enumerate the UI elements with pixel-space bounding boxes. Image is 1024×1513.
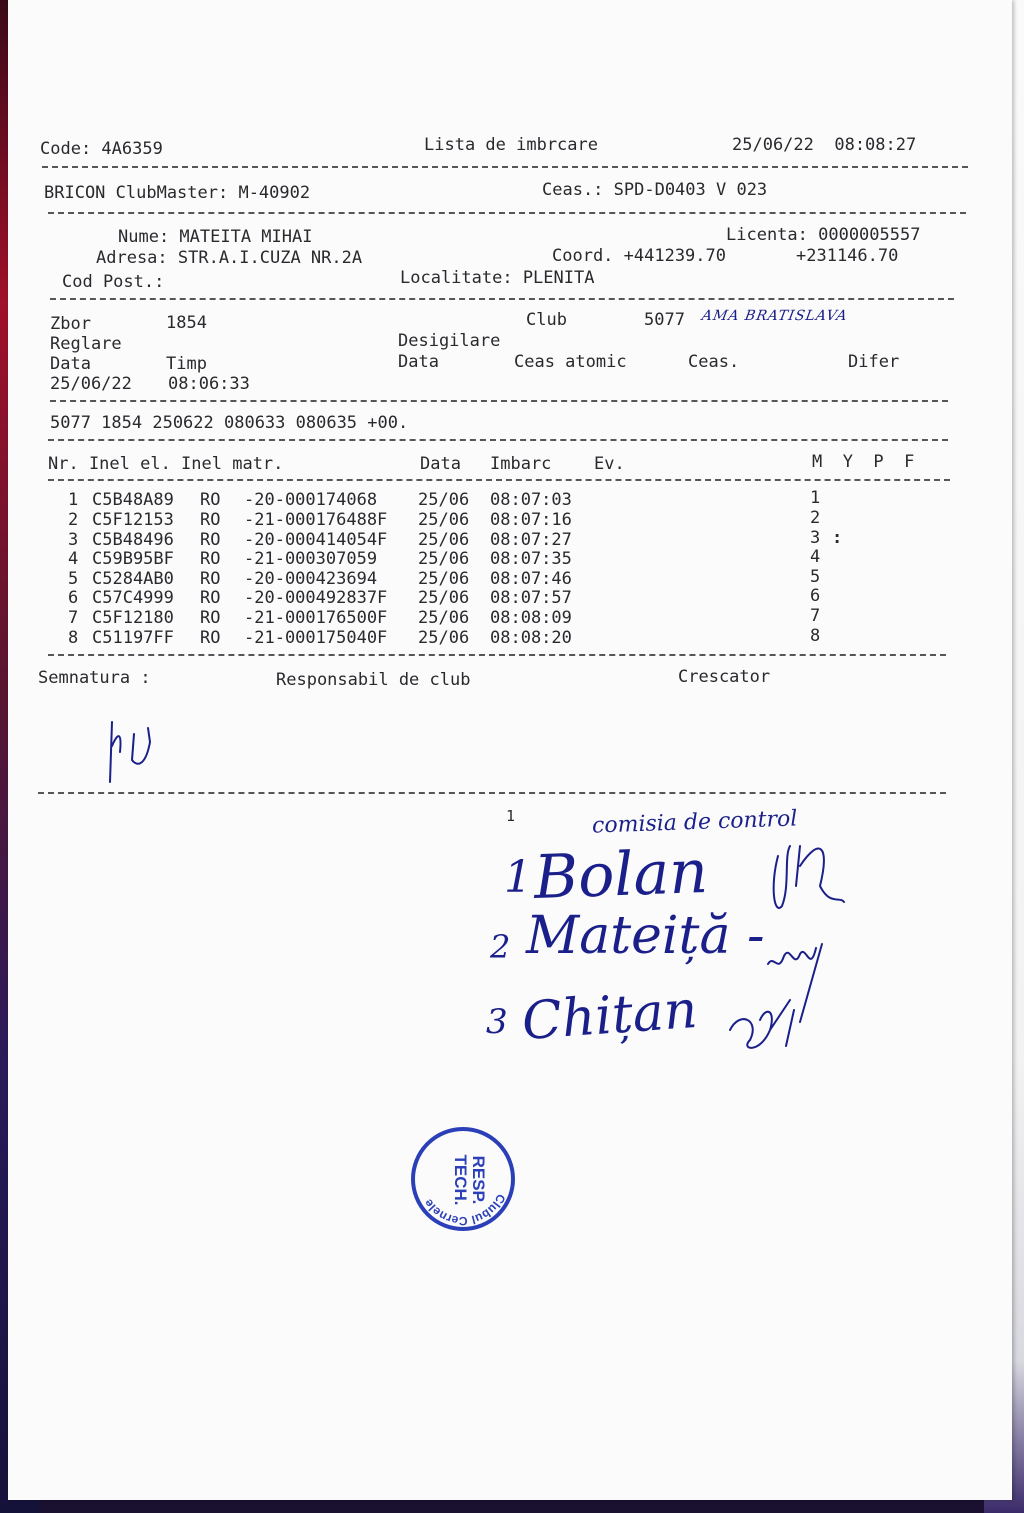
electronic-ring: C51197FF <box>92 628 174 648</box>
boarding-time: 08:07:27 <box>490 530 572 550</box>
registration-ring: -21-000307059 <box>244 549 388 569</box>
member-signature-1 <box>760 826 850 926</box>
member-number-3: 3 <box>486 1002 508 1042</box>
boarding-date: 25/06 <box>418 628 470 648</box>
difference-label: Difer <box>848 352 900 372</box>
club-handwritten-name: AMA BRATISLAVA <box>700 308 850 324</box>
member-name-1: Bolan <box>532 836 709 914</box>
row-number: 6 <box>68 588 79 608</box>
row-number: 1 <box>68 490 79 510</box>
boarding-time: 08:07:46 <box>490 569 572 589</box>
locality: Localitate: PLENITA <box>400 268 595 288</box>
divider <box>48 439 948 441</box>
ring-country: RO <box>200 588 221 608</box>
divider <box>50 400 948 402</box>
boarding-date: 25/06 <box>418 510 470 530</box>
m-position: 6 <box>810 586 821 606</box>
owner-name: Nume: MATEITA MIHAI <box>118 227 313 247</box>
clock-label: Ceas.: SPD-D0403 V 023 <box>542 180 768 200</box>
registration-ring: -20-000423694 <box>244 569 388 589</box>
setting-date: 25/06/22 <box>50 374 132 394</box>
member-name-2: Mateiță - <box>526 906 765 966</box>
row-number: 2 <box>68 510 79 530</box>
electronic-ring: C59B95BF <box>92 549 174 569</box>
boarding-date: 25/06 <box>418 549 470 569</box>
boarding-date: 25/06 <box>418 569 470 589</box>
document-title: Lista de imbrcare <box>424 135 598 155</box>
boarding-time: 08:07:57 <box>490 588 572 608</box>
flight-label: Zbor <box>50 314 91 334</box>
member-name-3: Chițan <box>520 979 700 1053</box>
member-number-1: 1 <box>504 852 532 903</box>
registration-ring: -20-000492837F <box>244 588 388 608</box>
ring-country: RO <box>200 530 221 550</box>
table-header-flags: M Y P F <box>812 452 915 472</box>
clock-col-label: Ceas. <box>688 352 740 372</box>
boarding-time: 08:08:09 <box>490 608 572 628</box>
boarding-date: 25/06 <box>418 608 470 628</box>
boarding-date: 25/06 <box>418 530 470 550</box>
owner-address: Adresa: STR.A.I.CUZA NR.2A <box>96 248 363 268</box>
electronic-ring: C57C4999 <box>92 588 174 608</box>
stamp-center-text <box>427 1145 487 1215</box>
divider <box>48 212 966 214</box>
m-position: 8 <box>810 626 821 646</box>
summary-line: 5077 1854 250622 080633 080635 +00. <box>50 413 409 433</box>
electronic-ring: C5B48A89 <box>92 490 174 510</box>
registration-ring: -20-000174068 <box>244 490 388 510</box>
divider <box>50 298 954 300</box>
member-number-2: 2 <box>490 928 511 966</box>
boarding-date: 25/06 <box>418 588 470 608</box>
license: Licenta: 0000005557 <box>726 225 921 245</box>
unsealing-date-label: Data <box>398 352 439 372</box>
breeder-label: Crescator <box>678 667 771 687</box>
boarding-time: 08:07:16 <box>490 510 572 530</box>
row-number: 3 <box>68 530 79 550</box>
boarding-time: 08:08:20 <box>490 628 572 648</box>
row-number: 8 <box>68 628 79 648</box>
m-position: 5 <box>810 567 821 587</box>
postal-code: Cod Post.: <box>62 272 165 292</box>
setting-time: 08:06:33 <box>168 374 250 394</box>
stamp-ring-text: Clubul Cernele <box>421 1191 509 1229</box>
flight-number: 1854 <box>166 313 207 333</box>
electronic-ring: C5F12153 <box>92 510 174 530</box>
ring-country: RO <box>200 549 221 569</box>
m-position: 2 <box>810 508 821 528</box>
m-position: 7 <box>810 606 821 626</box>
ring-country: RO <box>200 608 221 628</box>
commission-heading: comisia de control <box>591 806 798 839</box>
unsealing-label: Desigilare <box>398 331 501 351</box>
boarding-time: 08:07:35 <box>490 549 572 569</box>
club-number: 5077 <box>644 310 685 330</box>
electronic-ring: C5284AB0 <box>92 569 174 589</box>
document-page <box>8 0 1012 1500</box>
registration-ring: -20-000414054F <box>244 530 388 550</box>
electronic-ring: C5B48496 <box>92 530 174 550</box>
code-label: Code: 4A6359 <box>40 139 163 159</box>
signature-label: Semnatura : <box>38 668 151 688</box>
divider <box>48 654 946 656</box>
clubmaster-label: BRICON ClubMaster: M-40902 <box>44 183 311 203</box>
registration-ring: -21-000176500F <box>244 608 388 628</box>
registration-ring: -21-000175040F <box>244 628 388 648</box>
coordinates-second: +231146.70 <box>796 246 899 266</box>
ring-country: RO <box>200 569 221 589</box>
boarding-date: 25/06 <box>418 490 470 510</box>
ring-country: RO <box>200 490 221 510</box>
page-number: 1 <box>506 807 516 825</box>
table-header-boarding: Imbarc <box>490 454 552 474</box>
atomic-clock-label: Ceas atomic <box>514 352 627 372</box>
ring-country: RO <box>200 628 221 648</box>
coordinates: Coord. +441239.70 <box>552 246 726 266</box>
ring-country: RO <box>200 510 221 530</box>
member-signature-3 <box>720 990 810 1070</box>
row-number: 5 <box>68 569 79 589</box>
date-label: Data <box>50 354 91 374</box>
table-header-ev: Ev. <box>594 454 625 474</box>
boarding-time: 08:07:03 <box>490 490 572 510</box>
table-header-left: Nr. Inel el. Inel matr. <box>48 454 284 474</box>
row-mark: : <box>832 528 843 548</box>
print-datetime: 25/06/22 08:08:27 <box>732 135 917 155</box>
divider <box>38 792 946 794</box>
club-stamp <box>408 1124 518 1234</box>
row-number: 4 <box>68 549 79 569</box>
stamp-line-1: RESP. <box>469 1155 488 1205</box>
electronic-ring: C5F12180 <box>92 608 174 628</box>
m-position: 4 <box>810 547 821 567</box>
time-label: Timp <box>166 354 207 374</box>
club-label: Club <box>526 310 567 330</box>
m-position: 3 <box>810 528 821 548</box>
stamp-line-2: TECH. <box>451 1154 470 1206</box>
row-number: 7 <box>68 608 79 628</box>
registration-ring: -21-000176488F <box>244 510 388 530</box>
club-responsible-label: Responsabil de club <box>276 670 471 690</box>
m-position: 1 <box>810 488 821 508</box>
divider <box>48 479 950 481</box>
setting-label: Reglare <box>50 334 122 354</box>
responsible-signature-drawing <box>98 712 188 792</box>
table-header-date: Data <box>420 454 461 474</box>
divider <box>42 166 968 168</box>
